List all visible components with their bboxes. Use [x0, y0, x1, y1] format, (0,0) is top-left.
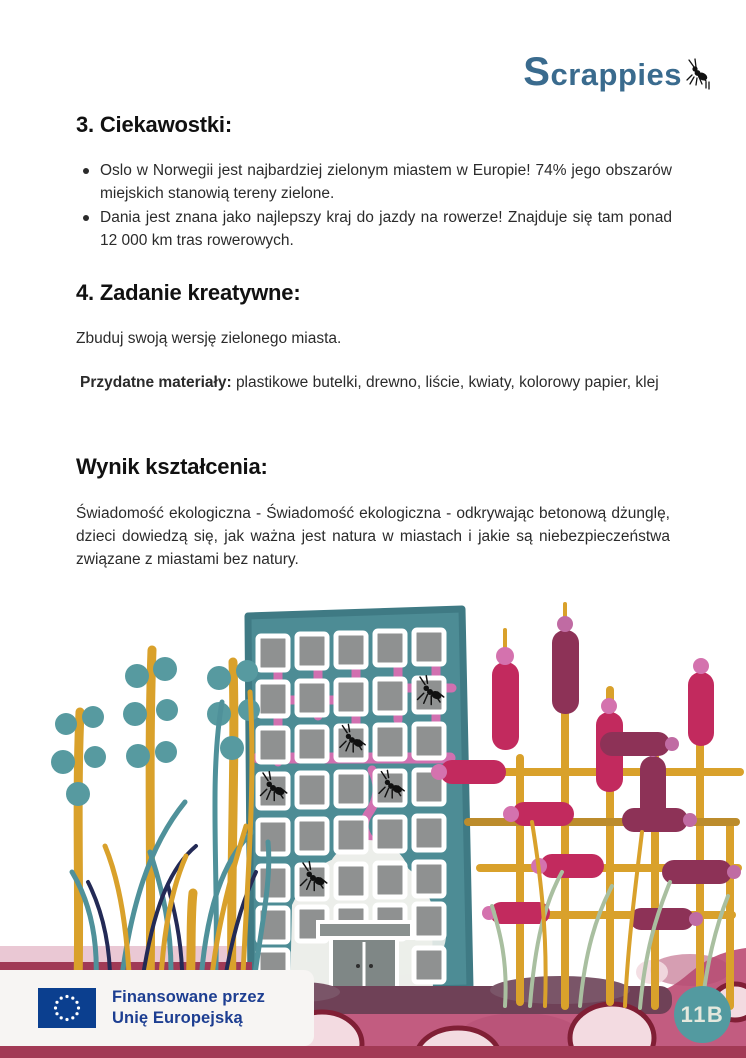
facts-list	[100, 159, 672, 253]
eu-funding-text	[112, 987, 265, 1028]
cattail-heads	[431, 604, 741, 930]
cattails-illustration	[431, 604, 741, 1008]
materials-text	[76, 371, 670, 394]
ant-icon	[684, 58, 710, 90]
logo-text: Scrappies	[523, 50, 682, 94]
eu-funding-line2: Unię Europejską	[112, 1009, 243, 1027]
entrance-awning	[318, 922, 412, 938]
left-plants-illustration	[51, 650, 269, 998]
section-heading-creative: 4. Zadanie kreatywne:	[76, 280, 301, 305]
fact-item: Dania jest znana jako najlepszy kraj do jazdy na rowerze! Znajduje się tam ponad 12 000 km tras rowerowych.	[100, 206, 672, 252]
outcome-text: Świadomość ekologiczna - Świadomość ekologiczna - odkrywając betonową dżunglę, dzieci dowiedzą się, jak ważna jest natura w miastach i jakie są niebezpieczeństwa związane z miastami bez natury.	[76, 505, 670, 568]
eu-funding-badge	[0, 970, 314, 1046]
building-illustration	[248, 609, 470, 995]
section-heading-outcome: Wynik kształcenia:	[76, 454, 268, 479]
creative-task-text: Zbuduj swoją wersję zielonego miasta.	[76, 330, 342, 347]
materials-items: plastikowe butelki, drewno, liście, kwiaty, kolorowy papier, klej	[235, 374, 659, 391]
materials-label: Przydatne materiały:	[80, 374, 232, 391]
eu-funding-line1: Finansowane przez	[112, 988, 265, 1007]
section-heading-facts: 3. Ciekawostki:	[76, 112, 232, 137]
eu-flag-icon	[38, 988, 96, 1028]
scrappies-logo	[523, 52, 710, 92]
page-number-badge: 11B	[674, 986, 731, 1043]
fact-item: Oslo w Norwegii jest najbardziej zielonym miastem w Europie! 74% jego obszarów miejskich stanowią tereny zielone.	[100, 159, 672, 205]
